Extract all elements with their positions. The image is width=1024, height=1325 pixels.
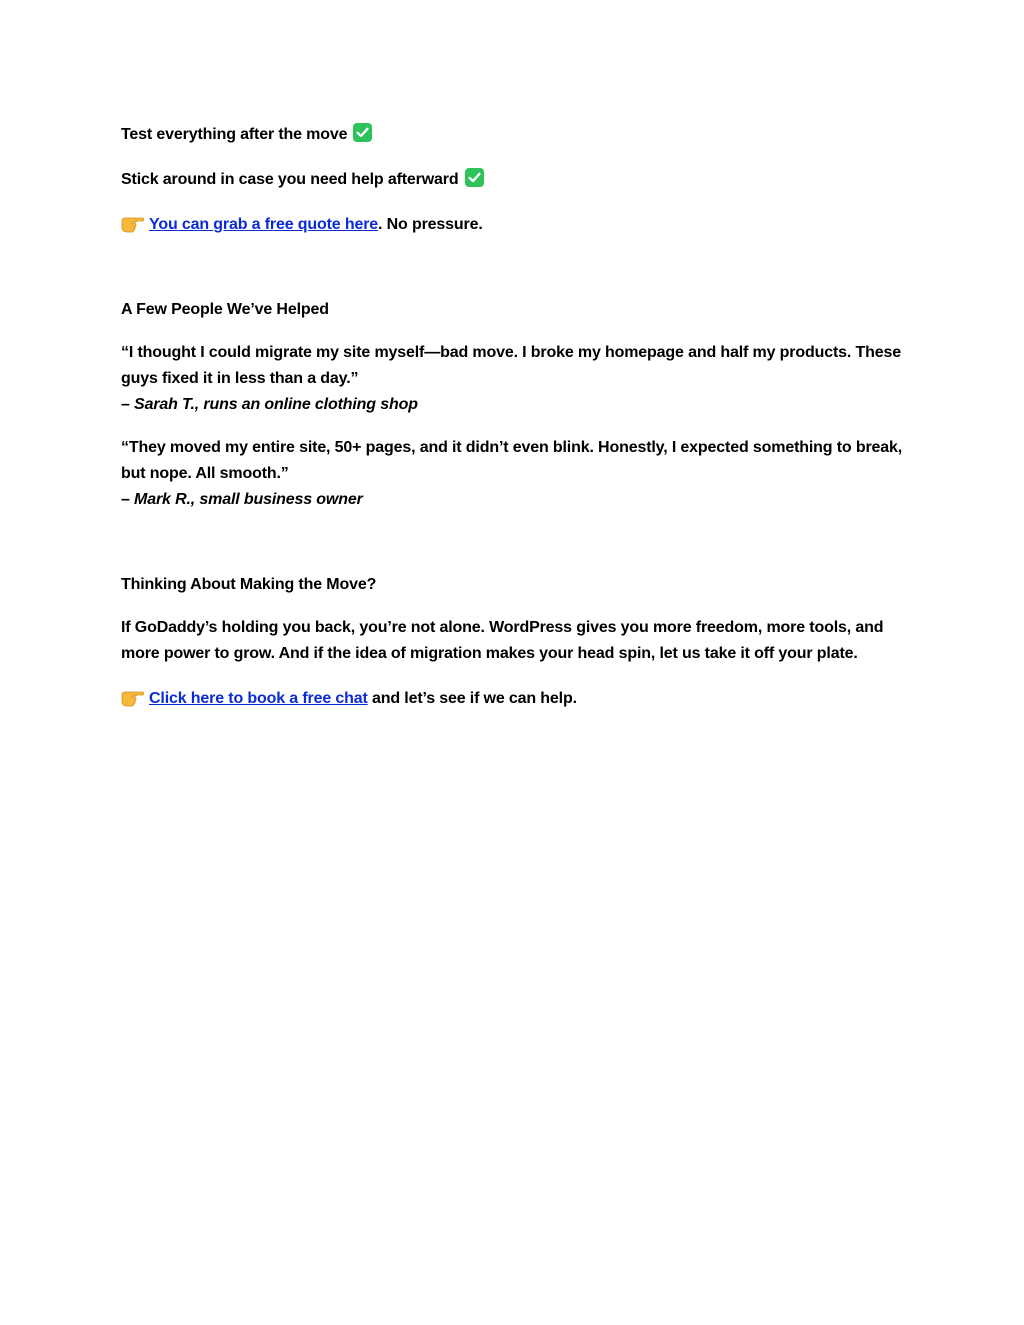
check-mark-icon [353,123,372,142]
chat-cta-rest-text: and let’s see if we can help. [367,690,577,707]
document-page [121,121,911,712]
testimonial-quote: “They moved my entire site, 50+ pages, and it didn’t even blink. Honestly, I expected something to break, but nope. All smooth.” [121,439,903,482]
closing-body: If GoDaddy’s holding you back, you’re not alone. WordPress gives you more freedom, more tools, and more power to grow. And if the idea of migration makes your head spin, let us take it off your plate. [121,619,884,662]
chat-cta-line [121,686,911,712]
quote-cta-rest-text: . No pressure. [378,216,483,233]
free-quote-link[interactable]: You can grab a free quote here [149,216,379,233]
testimonial-author: – Sarah T., runs an online clothing shop [121,396,418,413]
testimonials-heading: A Few People We’ve Helped [121,301,329,318]
pointing-hand-icon [121,687,145,707]
checklist-item [121,122,911,148]
testimonial [121,340,911,418]
pointing-hand-icon [121,213,145,233]
testimonial-quote: “I thought I could migrate my site myself—bad move. I broke my homepage and half my products. These guys fixed it in less than a day.” [121,344,901,387]
checklist-item-text: Stick around in case you need help afterward [121,171,459,188]
checklist-item [121,167,911,193]
testimonial-author: – Mark R., small business owner [121,491,363,508]
book-free-chat-link[interactable]: Click here to book a free chat [149,690,368,707]
quote-cta-line [121,212,911,238]
check-mark-icon [465,168,484,187]
testimonial [121,435,911,513]
checklist-item-text: Test everything after the move [121,126,348,143]
closing-heading: Thinking About Making the Move? [121,576,377,593]
